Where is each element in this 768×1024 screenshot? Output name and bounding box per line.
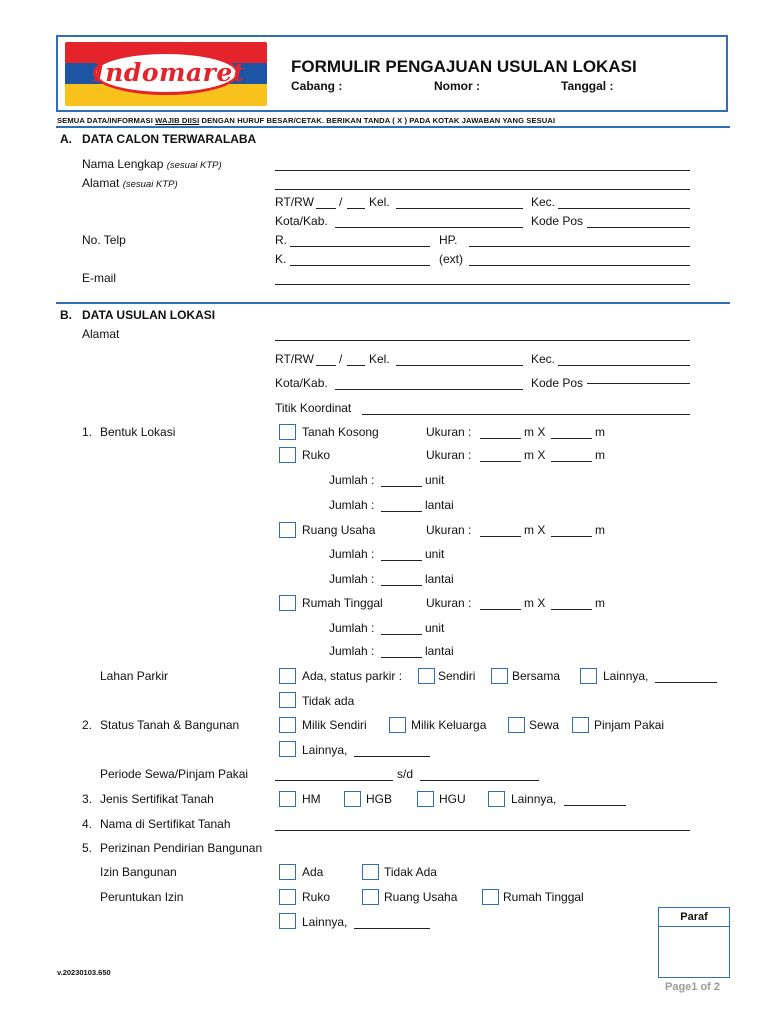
ruang-usaha-unit-suffix: unit — [425, 547, 445, 561]
rumah-tinggal-checkbox[interactable] — [279, 595, 296, 611]
izin-ada-label: Ada — [302, 865, 324, 879]
parkir-ada-label: Ada, status parkir : — [302, 669, 403, 683]
ruko-label: Ruko — [302, 448, 331, 462]
kota-field-b[interactable] — [335, 389, 523, 390]
kota-label-b: Kota/Kab. — [275, 376, 328, 390]
peruntukan-rumah-tinggal-label: Rumah Tinggal — [503, 890, 584, 904]
hgb-checkbox[interactable] — [344, 791, 361, 807]
lahan-parkir-label: Lahan Parkir — [100, 669, 169, 683]
ruko-jumlah-unit-field[interactable] — [381, 486, 422, 487]
nama-sertifikat-label: Nama di Sertifikat Tanah — [100, 817, 231, 831]
pinjam-pakai-label: Pinjam Pakai — [594, 718, 665, 732]
telp-r-field[interactable] — [290, 246, 430, 247]
parkir-lainnya-checkbox[interactable] — [580, 668, 597, 684]
ruko-checkbox[interactable] — [279, 447, 296, 463]
rumah-tinggal-m-label: m — [595, 596, 605, 610]
ruang-usaha-mx-label: m X — [524, 523, 546, 537]
parkir-ada-checkbox[interactable] — [279, 668, 296, 684]
rumah-tinggal-unit-suffix: unit — [425, 621, 445, 635]
section-a-number: A. — [60, 132, 72, 146]
kota-field-a[interactable] — [335, 227, 523, 228]
rumah-tinggal-jumlah-unit-field[interactable] — [381, 634, 422, 635]
ruko-ukuran-label: Ukuran : — [426, 448, 472, 462]
alamat-lokasi-label: Alamat — [82, 327, 120, 341]
kel-field-a[interactable] — [396, 208, 523, 209]
peruntukan-lainnya-checkbox[interactable] — [279, 913, 296, 929]
ruang-usaha-ukuran-label: Ukuran : — [426, 523, 472, 537]
ruang-usaha-lebar-field[interactable] — [551, 536, 592, 537]
periode-sewa-label: Periode Sewa/Pinjam Pakai — [100, 767, 249, 781]
instructions-notice: SEMUA DATA/INFORMASI WAJIB DIISI DENGAN HURUF BESAR/CETAK. BERIKAN TANDA ( X ) PADA KOTAK JAWABAN YANG SESUAI — [57, 116, 556, 125]
ruang-usaha-jumlah-unit-label: Jumlah : — [329, 547, 375, 561]
peruntukan-izin-label: Peruntukan Izin — [100, 890, 184, 904]
rtrw-label-b: RT/RW — [275, 352, 314, 366]
peruntukan-lainnya-field[interactable] — [354, 928, 430, 929]
ruko-lantai-suffix: lantai — [425, 498, 454, 512]
kel-field-b[interactable] — [396, 365, 523, 366]
version-text: v.20230103.650 — [57, 968, 111, 977]
hm-checkbox[interactable] — [279, 791, 296, 807]
telp-k-label: K. — [275, 252, 287, 266]
ruang-usaha-label: Ruang Usaha — [302, 523, 376, 537]
izin-tidak-ada-checkbox[interactable] — [362, 864, 379, 880]
pinjam-pakai-checkbox[interactable] — [572, 717, 589, 733]
bentuk-lokasi-number: 1. — [82, 425, 93, 439]
milik-sendiri-checkbox[interactable] — [279, 717, 296, 733]
paraf-label: Paraf — [659, 908, 729, 927]
parkir-sendiri-label: Sendiri — [438, 669, 476, 683]
rumah-tinggal-ukuran-label: Ukuran : — [426, 596, 472, 610]
milik-keluarga-checkbox[interactable] — [389, 717, 406, 733]
ruko-jumlah-lantai-label: Jumlah : — [329, 498, 375, 512]
kodepos-label-b: Kode Pos — [531, 376, 584, 390]
nama-sertifikat-number: 4. — [82, 817, 93, 831]
ruang-usaha-lantai-suffix: lantai — [425, 572, 454, 586]
rumah-tinggal-label: Rumah Tinggal — [302, 596, 383, 610]
logo-brand-text: Indomaret — [93, 58, 245, 87]
alamat-ktp-label: Alamat (sesuai KTP) — [82, 176, 178, 190]
rt-field-a[interactable] — [316, 208, 336, 209]
rtrw-slash-b: / — [339, 352, 343, 366]
kota-label-a: Kota/Kab. — [275, 214, 328, 228]
indomaret-logo — [65, 42, 267, 106]
rumah-tinggal-mx-label: m X — [524, 596, 546, 610]
email-label: E-mail — [82, 271, 117, 285]
hp-label: HP. — [439, 233, 458, 247]
kec-label-a: Kec. — [531, 195, 556, 209]
ruko-mx-label: m X — [524, 448, 546, 462]
titik-koordinat-field[interactable] — [362, 414, 690, 415]
rumah-tinggal-lantai-suffix: lantai — [425, 644, 454, 658]
ruko-unit-suffix: unit — [425, 473, 445, 487]
hgu-checkbox[interactable] — [417, 791, 434, 807]
status-lainnya-label: Lainnya, — [302, 743, 348, 757]
ruko-jumlah-lantai-field[interactable] — [381, 511, 422, 512]
hgb-label: HGB — [366, 792, 393, 806]
hgu-label: HGU — [439, 792, 466, 806]
cabang-label: Cabang : — [291, 79, 343, 93]
form-title: FORMULIR PENGAJUAN USULAN LOKASI — [291, 57, 637, 76]
izin-ada-checkbox[interactable] — [279, 864, 296, 880]
ruang-usaha-panjang-field[interactable] — [480, 536, 521, 537]
kodepos-field-b[interactable] — [587, 383, 690, 384]
izin-tidak-ada-label: Tidak Ada — [384, 865, 437, 879]
hm-label: HM — [302, 792, 321, 806]
peruntukan-ruang-usaha-checkbox[interactable] — [362, 889, 379, 905]
status-lainnya-checkbox[interactable] — [279, 741, 296, 757]
tanah-kosong-m-label: m — [595, 425, 605, 439]
paraf-box[interactable] — [658, 907, 730, 978]
page-number: Page1 of 2 — [665, 981, 721, 993]
milik-sendiri-label: Milik Sendiri — [302, 718, 367, 732]
status-lainnya-field[interactable] — [354, 756, 430, 757]
kec-label-b: Kec. — [531, 352, 556, 366]
telp-k-field[interactable] — [290, 265, 430, 266]
rumah-tinggal-lebar-field[interactable] — [551, 609, 592, 610]
periode-sd-label: s/d — [397, 767, 414, 781]
peruntukan-ruko-checkbox[interactable] — [279, 889, 296, 905]
periode-start-field[interactable] — [275, 780, 393, 781]
peruntukan-ruko-label: Ruko — [302, 890, 331, 904]
perizinan-label: Perizinan Pendirian Bangunan — [100, 841, 263, 855]
bentuk-lokasi-label: Bentuk Lokasi — [100, 425, 176, 439]
tanah-kosong-panjang-field[interactable] — [480, 438, 521, 439]
rtrw-label-a: RT/RW — [275, 195, 314, 209]
rtrw-slash-a: / — [339, 195, 343, 209]
rt-field-b[interactable] — [316, 365, 336, 366]
kel-label-a: Kel. — [369, 195, 390, 209]
sertifikat-lainnya-field[interactable] — [564, 805, 626, 806]
periode-end-field[interactable] — [420, 780, 539, 781]
sertifikat-lainnya-checkbox[interactable] — [488, 791, 505, 807]
parkir-bersama-checkbox[interactable] — [491, 668, 508, 684]
rumah-tinggal-jumlah-unit-label: Jumlah : — [329, 621, 375, 635]
status-tanah-label: Status Tanah & Bangunan — [100, 718, 240, 732]
ruko-m-label: m — [595, 448, 605, 462]
section-a-divider — [56, 126, 730, 128]
rumah-tinggal-panjang-field[interactable] — [480, 609, 521, 610]
ruang-usaha-jumlah-unit-field[interactable] — [381, 560, 422, 561]
rw-field-a[interactable] — [347, 208, 365, 209]
email-field[interactable] — [275, 284, 690, 285]
parkir-lainnya-label: Lainnya, — [603, 669, 649, 683]
telp-r-label: R. — [275, 233, 287, 247]
parkir-tidak-ada-checkbox[interactable] — [279, 692, 296, 708]
milik-keluarga-label: Milik Keluarga — [411, 718, 487, 732]
ruko-lebar-field[interactable] — [551, 461, 592, 462]
nama-lengkap-label: Nama Lengkap (sesuai KTP) — [82, 157, 222, 171]
sewa-label: Sewa — [529, 718, 560, 732]
kec-field-a[interactable] — [558, 208, 690, 209]
peruntukan-rumah-tinggal-checkbox[interactable] — [482, 889, 499, 905]
section-b-divider — [56, 302, 730, 304]
rumah-tinggal-jumlah-lantai-field[interactable] — [381, 657, 422, 658]
sertifikat-lainnya-label: Lainnya, — [511, 792, 557, 806]
parkir-sendiri-checkbox[interactable] — [418, 668, 435, 684]
tanah-kosong-ukuran-label: Ukuran : — [426, 425, 472, 439]
tanggal-label: Tanggal : — [561, 79, 614, 93]
rw-field-b[interactable] — [347, 365, 365, 366]
rumah-tinggal-jumlah-lantai-label: Jumlah : — [329, 644, 375, 658]
peruntukan-lainnya-label: Lainnya, — [302, 915, 348, 929]
hp-field[interactable] — [469, 246, 690, 247]
titik-koordinat-label: Titik Koordinat — [275, 401, 352, 415]
kodepos-label-a: Kode Pos — [531, 214, 584, 228]
section-b-title: DATA USULAN LOKASI — [82, 308, 216, 322]
ruang-usaha-jumlah-lantai-field[interactable] — [381, 585, 422, 586]
ruko-panjang-field[interactable] — [480, 461, 521, 462]
kel-label-b: Kel. — [369, 352, 390, 366]
peruntukan-ruang-usaha-label: Ruang Usaha — [384, 890, 458, 904]
parkir-tidak-ada-label: Tidak ada — [302, 694, 355, 708]
kodepos-field-a[interactable] — [587, 227, 690, 228]
nama-lengkap-field[interactable] — [275, 170, 690, 171]
sewa-checkbox[interactable] — [508, 717, 525, 733]
ext-field[interactable] — [469, 265, 690, 266]
status-tanah-number: 2. — [82, 718, 93, 732]
jenis-sertifikat-label: Jenis Sertifikat Tanah — [100, 792, 214, 806]
tanah-kosong-mx-label: m X — [524, 425, 546, 439]
ruang-usaha-jumlah-lantai-label: Jumlah : — [329, 572, 375, 586]
parkir-lainnya-field[interactable] — [655, 682, 717, 683]
nama-sertifikat-field[interactable] — [275, 830, 690, 831]
tanah-kosong-lebar-field[interactable] — [551, 438, 592, 439]
kec-field-b[interactable] — [558, 365, 690, 366]
ruang-usaha-checkbox[interactable] — [279, 522, 296, 538]
ext-label: (ext) — [439, 252, 463, 266]
section-a-title: DATA CALON TERWARALABA — [82, 132, 257, 146]
no-telp-label: No. Telp — [82, 233, 126, 247]
izin-bangunan-label: Izin Bangunan — [100, 865, 177, 879]
tanah-kosong-checkbox[interactable] — [279, 424, 296, 440]
parkir-bersama-label: Bersama — [512, 669, 561, 683]
section-b-number: B. — [60, 308, 72, 322]
alamat-lokasi-field[interactable] — [275, 340, 690, 341]
tanah-kosong-label: Tanah Kosong — [302, 425, 379, 439]
ruko-jumlah-unit-label: Jumlah : — [329, 473, 375, 487]
ruang-usaha-m-label: m — [595, 523, 605, 537]
nomor-label: Nomor : — [434, 79, 480, 93]
jenis-sertifikat-number: 3. — [82, 792, 93, 806]
perizinan-number: 5. — [82, 841, 93, 855]
alamat-ktp-field[interactable] — [275, 189, 690, 190]
